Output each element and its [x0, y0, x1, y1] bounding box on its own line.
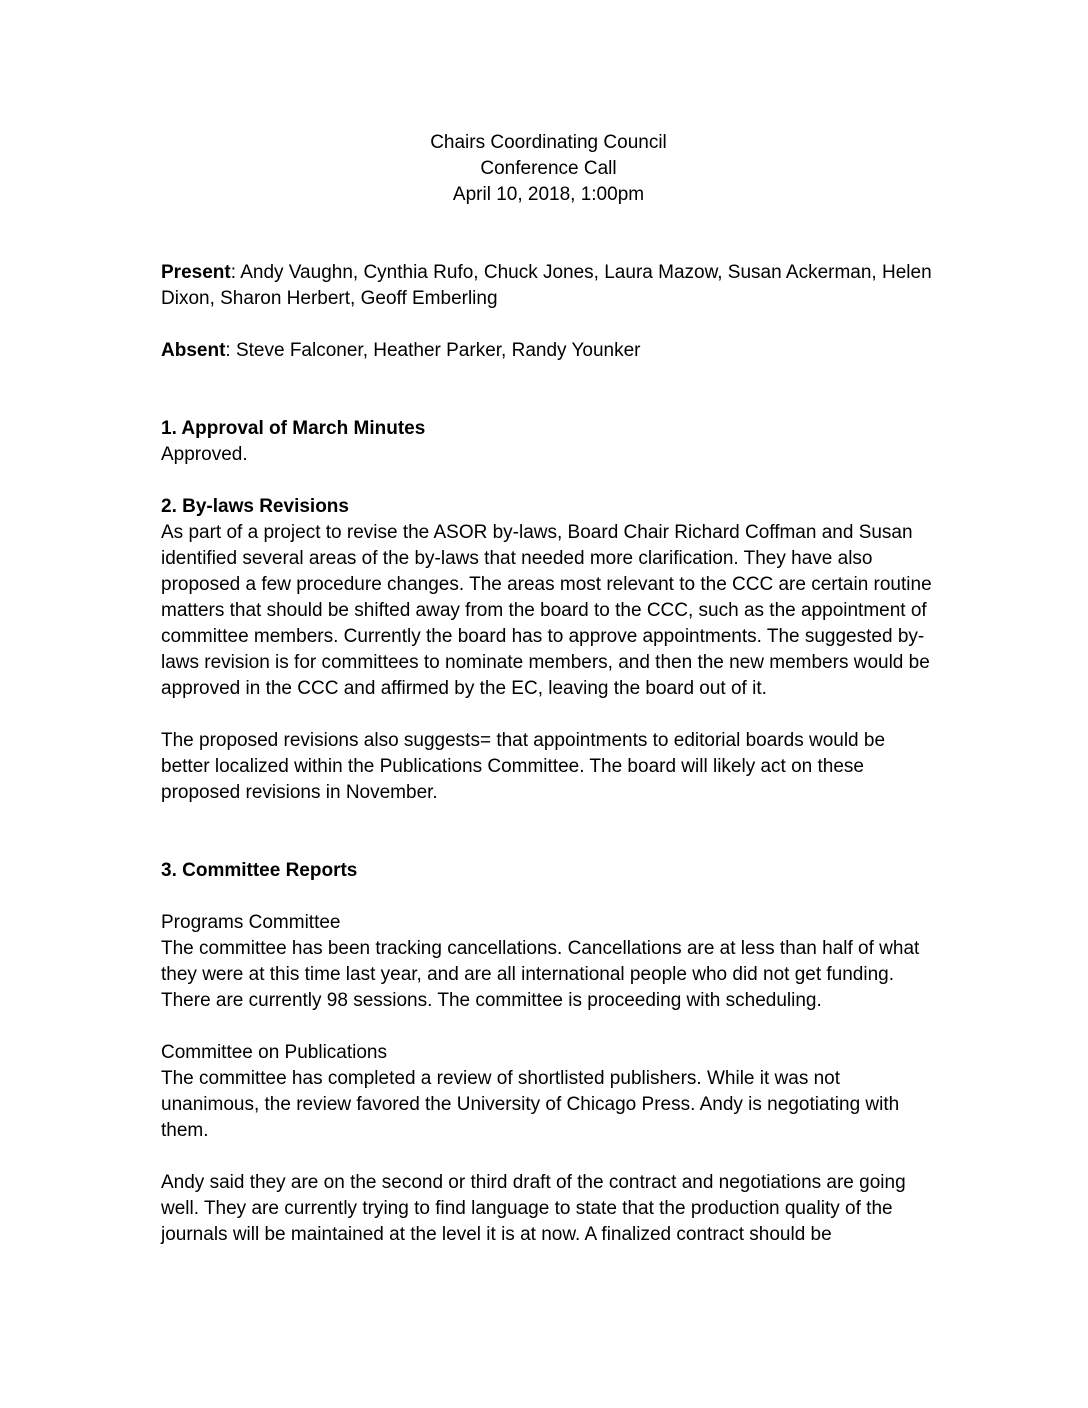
spacer — [161, 884, 936, 910]
programs-committee-heading: Programs Committee — [161, 912, 341, 933]
publications-committee-body-1: The committee has completed a review of shortlisted publishers. While it was not unanimous, the review favored the University of Chicago Press. Andy is negotiating with them. — [161, 1068, 900, 1141]
present-names: : Andy Vaughn, Cynthia Rufo, Chuck Jones, Laura Mazow, Susan Ackerman, Helen Dixon, Sharon Herbert, Geoff Emberling — [161, 262, 932, 309]
section-2-paragraph-1: As part of a project to revise the ASOR by-laws, Board Chair Richard Coffman and Susan identified several areas of the by-laws that needed more clarification. They have also proposed a few procedure changes. The areas most relevant to the CCC are certain routine matters that should be shifted away from the board to the CCC, such as the appointment of committee members. Currently the board has to approve appointments. The suggested by-laws revision is for committees to nominate members, and then the new members would be approved in the CCC and affirmed by the EC, leaving the board out of it. — [161, 522, 932, 699]
spacer — [161, 468, 936, 494]
section-1-title: 1. Approval of March Minutes — [161, 418, 426, 439]
header-meeting-type: Conference Call — [480, 158, 617, 179]
absent-label: Absent — [161, 340, 226, 361]
document-header — [161, 130, 936, 208]
absent-list — [161, 338, 936, 364]
spacer — [161, 702, 936, 728]
absent-names: : Steve Falconer, Heather Parker, Randy Younker — [225, 340, 641, 361]
publications-committee-heading: Committee on Publications — [161, 1042, 387, 1063]
spacer — [161, 364, 936, 416]
spacer — [161, 1144, 936, 1170]
document-body — [161, 130, 936, 1248]
header-date: April 10, 2018, 1:00pm — [452, 184, 645, 205]
spacer — [161, 806, 936, 858]
publications-committee-body-2: Andy said they are on the second or third draft of the contract and negotiations are going well. They are currently trying to find language to state that the production quality of the journals will be maintained at the level it is at now. A finalized contract should be — [161, 1172, 906, 1245]
present-label: Present — [161, 262, 231, 283]
header-organization: Chairs Coordinating Council — [430, 132, 667, 153]
section-1-body: Approved. — [161, 444, 248, 465]
section-3-title: 3. Committee Reports — [161, 860, 358, 881]
section-2-title: 2. By-laws Revisions — [161, 496, 349, 517]
programs-committee-body: The committee has been tracking cancellations. Cancellations are at less than half of what they were at this time last year, and are all international people who did not get funding. There are currently 98 sessions. The committee is proceeding with scheduling. — [161, 938, 920, 1011]
present-list — [161, 260, 936, 312]
section-2-paragraph-2: The proposed revisions also suggests= that appointments to editorial boards would be better localized within the Publications Committee. The board will likely act on these proposed revisions in November. — [161, 730, 886, 803]
spacer — [161, 1014, 936, 1040]
